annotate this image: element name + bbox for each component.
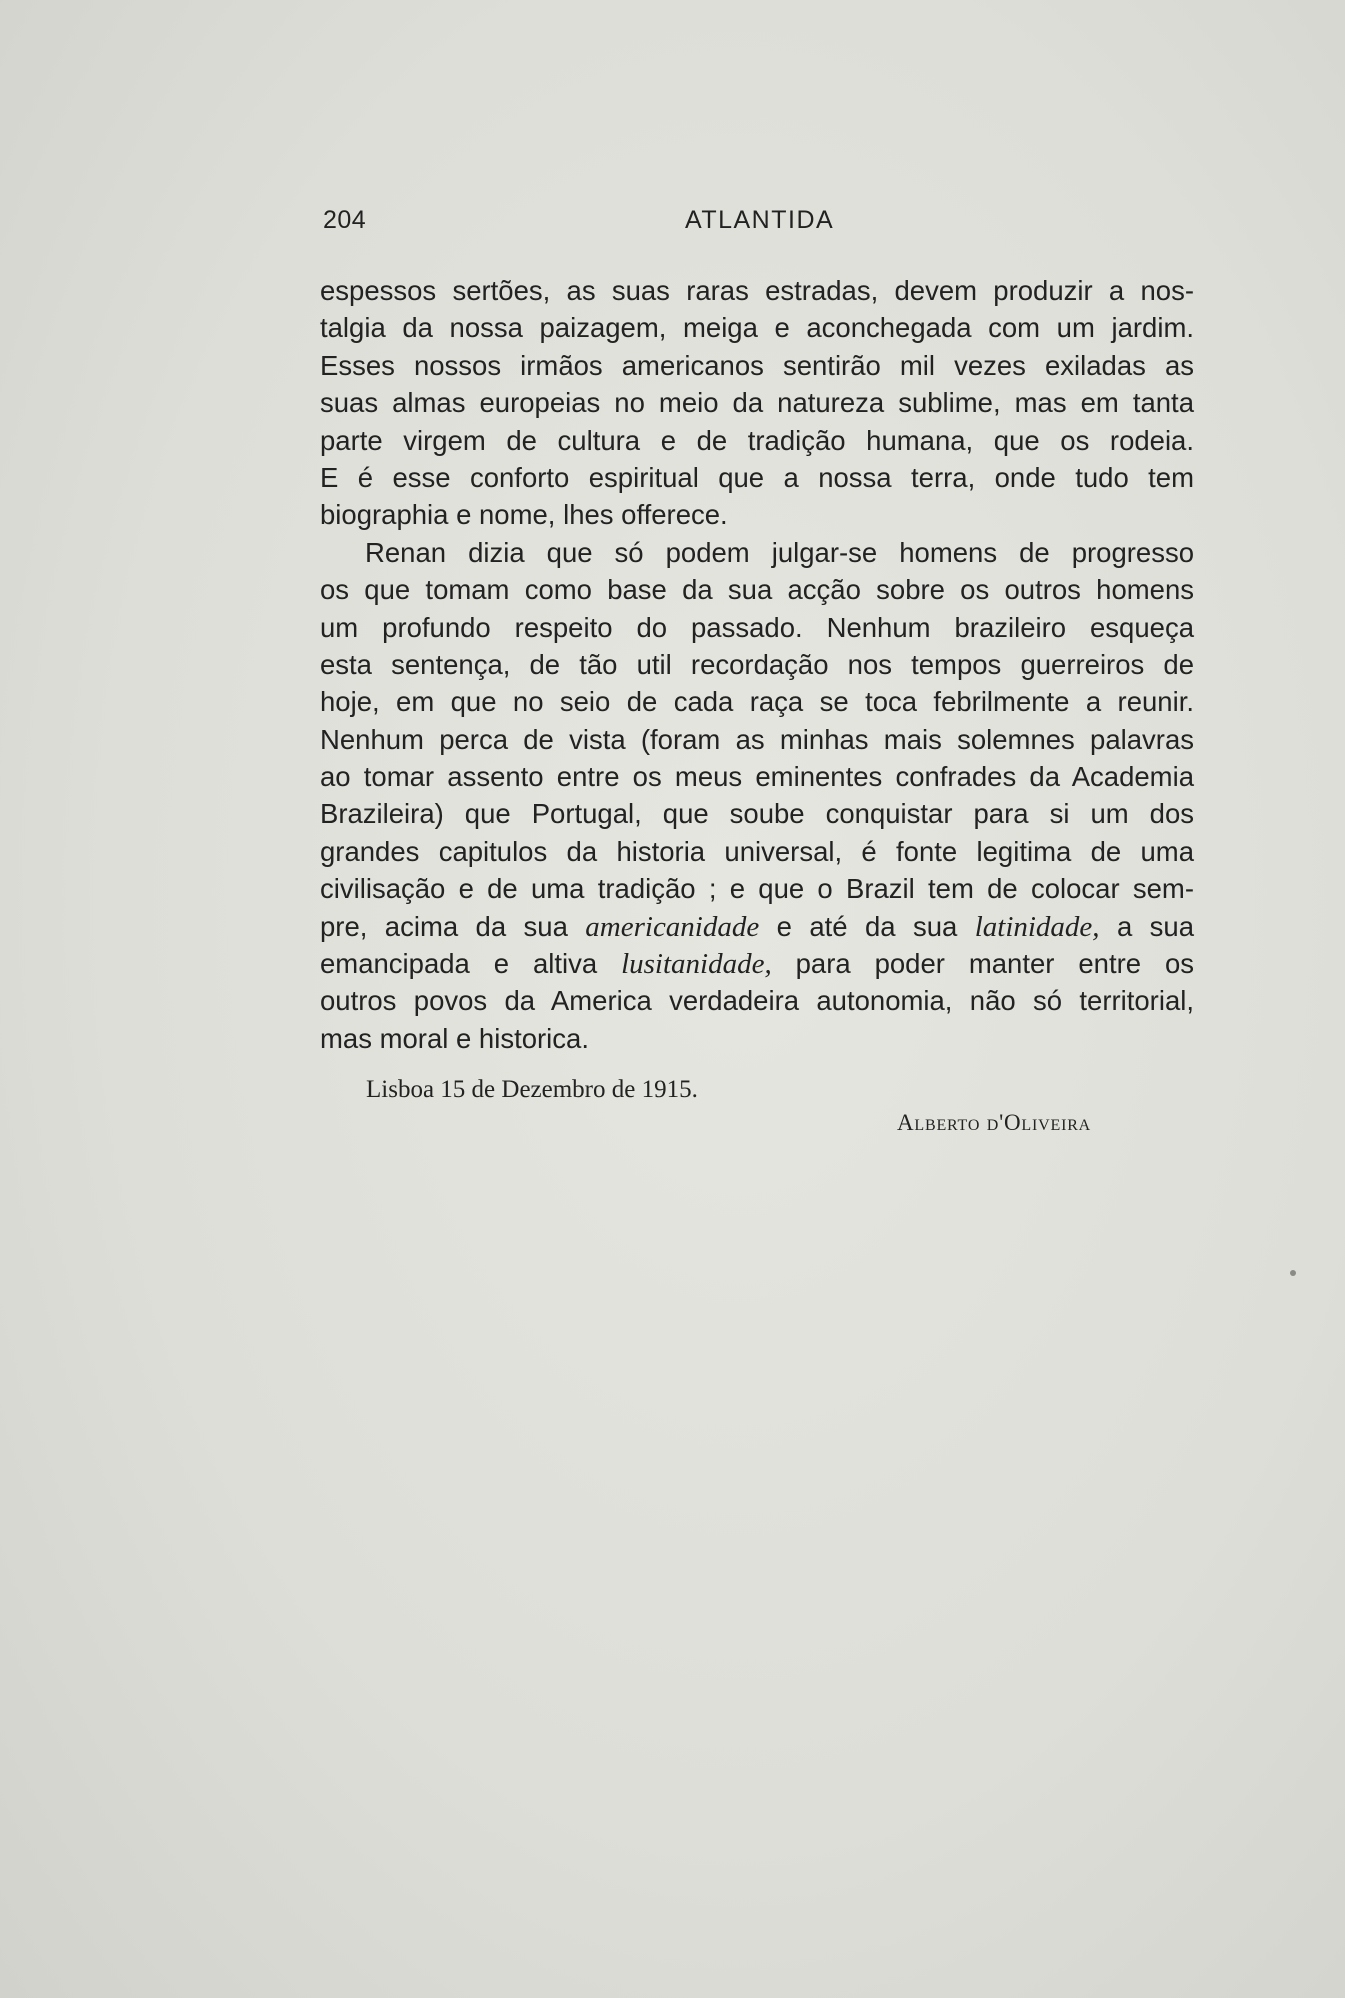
text-line: Esses nossos irmãos americanos sentirão mil vezes exiladas as <box>320 349 1194 381</box>
running-title: ATLANTIDA <box>685 206 835 234</box>
page-header <box>323 206 1193 242</box>
text-segment: pre, acima da sua <box>320 910 586 942</box>
text-line: os que tomam como base da sua acção sobre os outros homens <box>320 574 1194 606</box>
text-line: civilisação e de uma tradição ; e que o Brazil tem de colocar sem- <box>320 873 1194 905</box>
text-line-italic-terms <box>320 908 1194 945</box>
text-line: mas moral e historica. <box>320 1022 589 1054</box>
author-signature: Alberto d'Oliveira <box>897 1110 1092 1135</box>
text-line: grandes capitulos da historia universal, é fonte legitima de uma <box>320 835 1194 867</box>
text-line: um profundo respeito do passado. Nenhum brazileiro esqueça <box>320 611 1194 643</box>
text-line: ao tomar assento entre os meus eminentes confrades da Academia <box>320 761 1194 793</box>
text-segment: a sua <box>1099 910 1194 942</box>
text-segment: e até da sua <box>759 910 975 942</box>
text-line: hoje, em que no seio de cada raça se toca febrilmente a reunir. <box>320 686 1194 718</box>
text-line: Nenhum perca de vista (foram as minhas mais solemnes palavras <box>320 723 1194 755</box>
text-line: Brazileira) que Portugal, que soube conquistar para si um dos <box>320 798 1194 830</box>
text-line: biographia e nome, lhes offerece. <box>320 499 728 531</box>
text-line: suas almas europeias no meio da natureza sublime, mas em tanta <box>320 387 1194 419</box>
text-line: E é esse conforto espiritual que a nossa terra, onde tudo tem <box>320 461 1194 493</box>
text-line: parte virgem de cultura e de tradição humana, que os rodeia. <box>320 424 1194 456</box>
text-line: outros povos da America verdadeira autonomia, não só territorial, <box>320 985 1194 1017</box>
text-line: espessos sertões, as suas raras estradas, devem produzir a nos- <box>320 275 1194 306</box>
italic-term-latinidade: latinidade, <box>974 910 1100 943</box>
text-segment: para poder manter entre os <box>771 948 1194 980</box>
page-number: 204 <box>323 206 367 234</box>
dateline: Lisboa 15 de Dezembro de 1915. <box>366 1076 698 1103</box>
body-text <box>320 272 1194 1057</box>
italic-term-americanidade: americanidade <box>585 910 760 943</box>
text-line-italic-term <box>320 945 1194 982</box>
text-segment: emancipada e altiva <box>320 948 622 980</box>
text-line: esta sentença, de tão util recordação nos tempos guerreiros de <box>320 648 1194 680</box>
text-line: talgia da nossa paizagem, meiga e aconchegada com um jardim. <box>320 312 1194 344</box>
paper-speck <box>1290 1270 1296 1276</box>
italic-term-lusitanidade: lusitanidade, <box>621 948 772 981</box>
text-line: Renan dizia que só podem julgar-se homens de progresso <box>365 536 1194 568</box>
